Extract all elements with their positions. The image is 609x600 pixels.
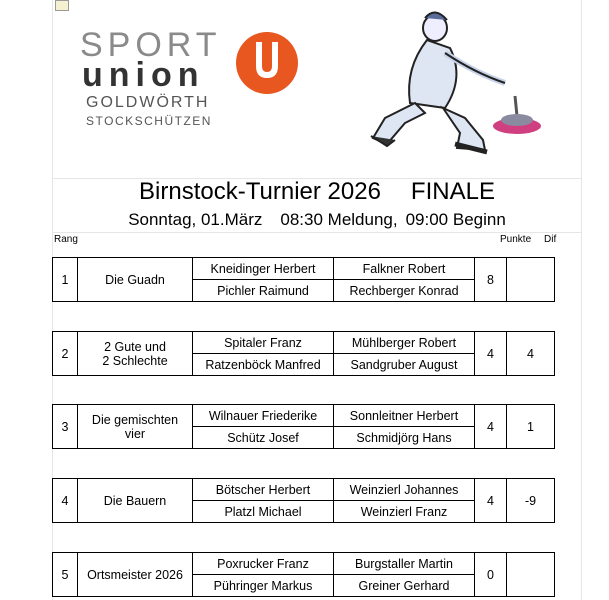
team-row (52, 478, 555, 523)
player-cell: Schütz Josef (193, 427, 334, 449)
team-name-line: vier (124, 426, 146, 441)
team-row (52, 257, 555, 302)
team-name (78, 258, 193, 302)
logo-stockschuetzen-text: STOCKSCHÜTZEN (86, 114, 212, 128)
player-cell: Weinzierl Johannes (334, 479, 475, 501)
grid-line (52, 232, 582, 233)
logo-sport-text: SPORT (80, 26, 222, 64)
team-row (52, 404, 555, 449)
player-cell: Kneidinger Herbert (193, 258, 334, 280)
sport-union-logo (80, 26, 310, 136)
team-points: 4 (475, 405, 507, 449)
team-rank: 4 (53, 479, 78, 523)
team-row (52, 331, 555, 376)
column-header-points: Punkte (500, 234, 532, 245)
player-cell: Platzl Michael (193, 501, 334, 523)
player-cell: Falkner Robert (334, 258, 475, 280)
player-cell: Spitaler Franz (193, 332, 334, 354)
team-points: 4 (475, 479, 507, 523)
player-cell: Sandgruber August (334, 354, 475, 376)
column-header-rank: Rang (54, 234, 78, 245)
event-date: Sonntag, 01.März (128, 210, 263, 229)
team-points: 4 (475, 332, 507, 376)
beginn-time: 09:00 Beginn (405, 210, 506, 229)
logo-union-text: union (82, 56, 205, 94)
player-cell: Wilnauer Friederike (193, 405, 334, 427)
team-rank: 1 (53, 258, 78, 302)
player-cell: Pichler Raimund (193, 280, 334, 302)
player-cell: Bötscher Herbert (193, 479, 334, 501)
team-diff (507, 258, 555, 302)
player-cell: Poxrucker Franz (193, 553, 334, 575)
cell-comment-icon[interactable] (55, 0, 69, 11)
title-text: Birnstock-Turnier 2026 (139, 178, 381, 205)
title-finale: FINALE (410, 178, 495, 205)
team-name-line: 2 Schlechte (102, 353, 168, 368)
player-cell: Mühlberger Robert (334, 332, 475, 354)
team-name (78, 479, 193, 523)
player-cell: Sonnleitner Herbert (334, 405, 475, 427)
team-points: 0 (475, 553, 507, 597)
page-title (52, 178, 582, 206)
team-diff: 4 (507, 332, 555, 376)
team-name (78, 332, 193, 376)
player-cell: Pühringer Markus (193, 575, 334, 597)
team-name-line: 2 Gute und (104, 339, 166, 354)
player-cell: Schmidjörg Hans (334, 427, 475, 449)
logo-goldwoerth-text: GOLDWÖRTH (86, 94, 210, 111)
meldung-time: 08:30 Meldung, (280, 210, 398, 229)
player-cell: Weinzierl Franz (334, 501, 475, 523)
team-rank: 3 (53, 405, 78, 449)
team-rank: 5 (53, 553, 78, 597)
grid-line (581, 0, 582, 600)
player-cell: Ratzenböck Manfred (193, 354, 334, 376)
column-header-diff: Dif (544, 234, 557, 245)
stock-player-icon (365, 8, 560, 158)
team-diff: 1 (507, 405, 555, 449)
team-name-line: Die Bauern (103, 493, 167, 508)
team-name-line: Ortsmeister 2026 (87, 567, 183, 582)
player-cell: Rechberger Konrad (334, 280, 475, 302)
team-name (78, 553, 193, 597)
team-diff: -9 (507, 479, 555, 523)
player-cell: Burgstaller Martin (334, 553, 475, 575)
team-row (52, 552, 555, 597)
player-cell: Greiner Gerhard (334, 575, 475, 597)
team-points: 8 (475, 258, 507, 302)
event-schedule (52, 210, 582, 230)
team-name-line: Die gemischten (91, 412, 179, 427)
team-name (78, 405, 193, 449)
team-diff (507, 553, 555, 597)
team-rank: 2 (53, 332, 78, 376)
team-name-line: Die Guadn (105, 272, 165, 287)
union-u-logo-icon (232, 28, 302, 98)
